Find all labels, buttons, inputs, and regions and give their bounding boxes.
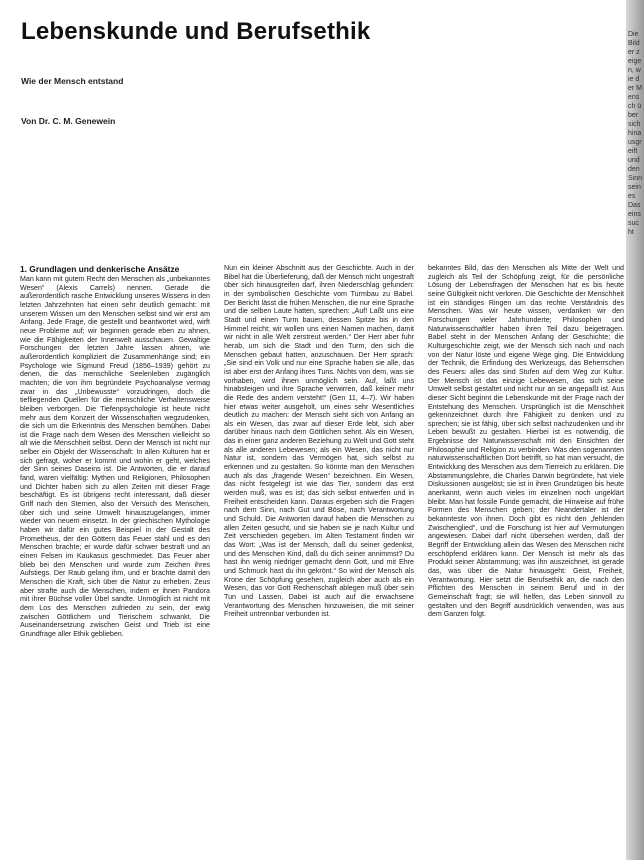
section-heading: 1. Grundlagen und denkerische Ansätze xyxy=(20,264,180,274)
text-column-1 xyxy=(20,264,210,852)
article-author: Von Dr. C. M. Genewein xyxy=(21,116,116,126)
column-2-text: Nun ein kleiner Abschnitt aus der Geschichte. Auch in der Bibel hat die Überlieferung, daß der Mensch nicht ungestraft über sich hinausgreifen darf, ihren Niederschlag gefunden: in der symbolischen Geschichte vom Turmbau zu Babel. Der Bericht lässt die frühen Menschen, die nur eine Sprache und die selben Laute hatten, sprechen: „Auf! Laßt uns eine Stadt und einen Turm bauen, dessen Spitze bis in den Himmel reicht; wir wollen uns einen Namen machen, damit wir nicht in alle Welt zerstreut werden.“ Der Herr aber fuhr herab, um sich die Stadt und den Turm, den sich die Menschen gebaut hatten, anzuschauen. Der Herr sprach: „Sie sind ein Volk und nur eine Sprache haben sie alle, das ist aber erst der Anfang ihres Tuns. Nichts von dem, was sie vorhaben, wird ihnen unmöglich sein. Auf, laßt uns hinabsteigen und ihre Sprache verwirren, daß keiner mehr die Rede des andern versteht!“ (Gen 11, 4–7). Wir haben hier etwas weiter ausgeholt, um eines sehr Wesentliches deutlich zu machen: der Mensch sieht sich von Anfang an als ein Wesen, das zwar auf dieser Erde lebt, sich aber darüber hinaus nach dem Göttlichen sehnt. Als ein Wesen, das in einer ganz anderen Beziehung zu Welt und Gott steht als alle anderen Lebewesen; als ein Wesen, das nicht nur Natur ist, sondern das Vermögen hat, sich selbst zu erkennen und zu gestalten. So könnte man den Menschen auch als das „fragende Wesen“ bezeichnen. Ein Wesen, das nicht festgelegt ist wie das Tier, sondern das erst werden muß, was es ist; das sich selbst entwerfen und in Freiheit entscheiden kann. Daraus ergeben sich die Fragen nach dem Sinn, nach Gut und Böse, nach Verantwortung und Schuld. Die Antworten darauf haben die Menschen zu allen Zeiten gesucht, und sie haben sie je nach Kultur und Zeit verschieden gegeben. Im Alten Testament finden wir das Wort: „Was ist der Mensch, daß du seiner gedenkst, und des Menschen Kind, daß du dich seiner annimmst? Du hast ihn wenig niedriger gemacht denn Gott, und mit Ehre und Schmuck hast du ihn gekrönt.“ So wird der Mensch als Krone der Schöpfung gesehen, zugleich aber auch als ein Wesen, das vor Gott Rechenschaft ablegen muß über sein Tun und Lassen. Dabei ist auch auf die erwachsene Verantwortung des Menschen hinzuweisen, die mit seiner Freiheit untrennbar verbunden ist. xyxy=(224,264,414,619)
text-column-2 xyxy=(224,264,414,852)
page-edge-strip xyxy=(626,0,644,860)
column-1-text: Man kann mit gutem Recht den Menschen als „unbekanntes Wesen“ (Alexis Carrels) nennen. Gerade die außerordentlich rasche Entwicklung unseres Wissens in den letzten Jahrzehnten hat einen sehr deutlich gemacht: mit unserem Wissen um den Menschen selbst sind wir erst am Anfang. Jede Frage, die gestellt und beantwortet wird, wirft neue Probleme auf; wir beginnen gerade eben zu ahnen, wie die Fähigkeiten der Innenwelt ausschauen. Gewaltige Forschungen der letzten Jahre lassen ahnen, wie außerordentlich kompliziert die Zusammenhänge sind; ein Psychologe wie Sigmund Freud (1856–1939) gehört zu denen, die das menschliche Seelenleben zugänglich machten; die von ihm begründete Psychoanalyse vermag zwar in das „Unbewusste“ vorzudringen, doch die tiefliegenden Quellen für die menschliche Verhaltensweise bleiben verborgen. Die Tiefenpsychologie ist heute nicht mehr aus dem Konzert der Wissenschaften wegzudenken, die sich um die Erkenntnis des Menschen bemühen. Dabei ist die Frage nach dem Wesen des Menschen vielleicht so alt wie die Menschheit selbst. Denn der Mensch ist nicht nur selber ein Objekt der Wissenschaft: In allen Kulturen hat er sich gefragt, woher er kommt und wohin er geht, welches der Sinn seines Daseins ist. Die Antworten, die er darauf fand, waren vielfältig: Mythen und Religionen, Philosophen und Dichter haben sich zu allen Zeiten mit dieser Frage beschäftigt. Es ist übrigens recht interessant, daß dieser Griff nach den Sternen, also der Versuch des Menschen, über sich und seine Umwelt hinauszugelangen, immer wieder von neuem einsetzt. In der griechischen Mythologie haben wir dafür ein gutes Beispiel in der Gestalt des Prometheus, der den Göttern das Feuer stahl und es den Menschen brachte; er wurde dafür schwer bestraft und an einen Felsen im Kaukasus geschmiedet. Das Feuer aber blieb bei den Menschen und wurde zum Zeichen ihres Aufstiegs. Der Raub gelang ihm, und er brachte damit den Menschen die Kraft, sich über die Natur zu erheben. Zeus aber strafte auch die Menschen, indem er ihnen Pandora mit ihrer Büchse voller Übel sandte. Unmöglich ist nicht mit dem Los des Menschen zufrieden zu sein, der ewig zwischen Göttlichem und Tierischem schwankt. Die Auseinandersetzung zwischen Geist und Trieb ist eine Grundfrage aller Ethik geblieben. xyxy=(20,275,210,638)
page-edge-text: Die Bilder zeigen, wie der Mensch über sich hinausgreift und den Sinn seines Daseins sucht xyxy=(628,31,643,236)
text-column-3 xyxy=(428,264,624,852)
article-subtitle: Wie der Mensch entstand xyxy=(21,76,124,86)
column-3-text: bekanntes Bild, das den Menschen als Mitte der Welt und zugleich als Teil der Schöpfung zeigt, für die persönliche Lösung der Lebensfragen der Menschen hat es bis heute seine Gültigkeit nicht verloren. Die Geschichte der Menschheit ist ein ständiges Ringen um das rechte Verständnis des Menschen. Was wir heute wissen, verdanken wir den Forschungen vieler Jahrhunderte; Philosophen und Naturwissenschaftler haben ihren Teil dazu beigetragen. Babel steht in der Menschen Anfang der Geschichte; die Kulturgeschichte zeigt, wie der Mensch sich nach und nach von der Natur löste und eigene Wege ging. Die Entwicklung der Technik, die Erfindung des Werkzeugs, das Beherrschen des Feuers: alles das sind Stufen auf dem Weg zur Kultur. Der Mensch ist das einzige Lebewesen, das sich seine Umwelt selbst gestaltet und nicht nur an sie angepaßt ist. Aus dieser Sicht beginnt die Lebenskunde mit der Frage nach der Entstehung des Menschen. Ursprünglich ist die Menschheit gekennzeichnet durch ihre Fähigkeit zu denken und zu sprechen; sie ist fähig, über sich selbst nachzudenken und ihr Leben bewußt zu gestalten. Hierbei ist es notwendig, die Ergebnisse der Naturwissenschaft mit den Einsichten der Philosophie und Religion zu verbinden. Was den sogenannten naturwissenschaftlichen Dort betrifft, so hat man versucht, die Entwicklung des Menschen aus dem Tierreich zu erklären. Die Abstammungslehre, die Charles Darwin begründete, hat viele Diskussionen ausgelöst; sie ist in ihren Grundzügen bis heute anerkannt, wenn auch vieles im einzelnen noch ungeklärt bleibt. Man hat fossile Funde gemacht, die Hinweise auf frühe Formen des Menschen geben; der Neandertaler ist der bekannteste von ihnen. Doch gibt es nicht den „fehlenden Zwischenglied“, und die Forschung ist hier auf Vermutungen angewiesen. Dabei darf nicht übersehen werden, daß der Begriff der Entwicklung allein das Wesen des Menschen nicht erschöpfend erklären kann. Der Mensch ist mehr als das Produkt seiner Abstammung; was ihn auszeichnet, ist gerade das, was über die Natur hinausgeht: Geist, Freiheit, Verantwortung. Hier setzt die Berufsethik an, die nach den Pflichten des Menschen in seinem Beruf und in der Gemeinschaft fragt; sie will helfen, das Leben sinnvoll zu gestalten und den Begriff ausdrücklich verwenden, was aus dem Ganzen folgt. xyxy=(428,264,624,619)
article-title: Lebenskunde und Berufsethik xyxy=(21,18,371,45)
